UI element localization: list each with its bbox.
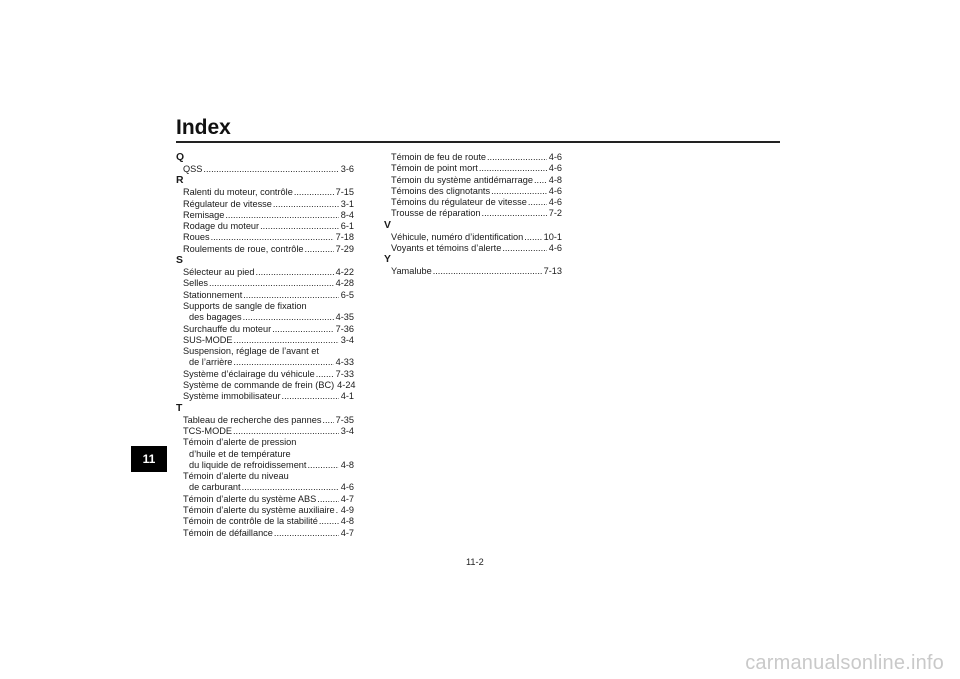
index-entry xyxy=(176,199,354,210)
index-entry xyxy=(176,369,354,380)
dot-leader xyxy=(322,415,333,426)
index-entry-page: 6-5 xyxy=(340,289,354,300)
index-entry-page: 4-6 xyxy=(548,163,562,174)
index-entry-label: du liquide de refroidissement xyxy=(189,459,307,470)
index-entry xyxy=(176,415,354,426)
index-entry-page: 7-36 xyxy=(335,323,354,334)
index-entry xyxy=(176,357,354,368)
index-entry-label: Témoin d’alerte du système auxiliaire xyxy=(183,505,335,516)
index-entry-label: de l’arrière xyxy=(189,357,233,368)
index-letter-heading: R xyxy=(176,175,184,187)
index-entry-page: 7-2 xyxy=(548,208,562,219)
index-entry-page: 8-4 xyxy=(340,209,354,220)
index-entry-page: 7-33 xyxy=(335,368,354,379)
dot-leader xyxy=(273,199,339,210)
index-entry-label: Témoin de feu de route xyxy=(391,152,486,162)
index-entry-page: 3-4 xyxy=(340,334,354,345)
index-entry-label: SUS-MODE xyxy=(183,334,233,345)
index-entry-label: Rodage du moteur xyxy=(183,221,260,232)
index-entry-page: 4-22 xyxy=(335,267,354,278)
index-entry xyxy=(176,460,354,471)
index-entry-page: 4-7 xyxy=(340,527,354,538)
dot-leader xyxy=(234,335,339,346)
dot-leader xyxy=(211,232,334,243)
index-entry-label: Remisage xyxy=(183,209,225,220)
dot-leader xyxy=(317,494,338,505)
index-entry-label: Témoin d’alerte de pression xyxy=(183,437,297,448)
dot-leader xyxy=(479,163,547,174)
index-entry-page: 3-4 xyxy=(340,425,354,436)
index-entry xyxy=(176,312,354,323)
index-entry-page: 4-35 xyxy=(335,312,354,323)
index-entry-page: 7-35 xyxy=(335,414,354,425)
index-entry-page: 4-6 xyxy=(340,482,354,493)
index-entry xyxy=(176,516,354,527)
index-entry-label: Témoins des clignotants xyxy=(391,185,491,196)
index-entry-page: 6-1 xyxy=(340,221,354,232)
dot-leader xyxy=(294,187,334,198)
index-entry-label: Trousse de réparation xyxy=(391,208,481,219)
dot-leader xyxy=(307,460,338,471)
index-column-left xyxy=(176,152,354,539)
index-entry-label: Témoin de point mort xyxy=(391,163,478,174)
index-entry-label: TCS-MODE xyxy=(183,425,232,436)
index-entry-page: 4-8 xyxy=(548,174,562,185)
dot-leader xyxy=(491,186,547,197)
dot-leader xyxy=(524,232,541,243)
index-entry xyxy=(384,152,562,163)
dot-leader xyxy=(243,312,334,323)
index-entry xyxy=(176,324,354,335)
index-entry-label: de carburant xyxy=(189,482,241,493)
index-entry-page: 4-7 xyxy=(340,493,354,504)
dot-leader xyxy=(502,243,546,254)
index-entry-label: Selles xyxy=(183,278,209,289)
index-entry-page: 4-8 xyxy=(340,459,354,470)
dot-leader xyxy=(256,267,334,278)
index-entry xyxy=(384,186,562,197)
index-entry xyxy=(176,244,354,255)
dot-leader xyxy=(260,221,339,232)
index-entry-label: QSS xyxy=(183,164,203,174)
index-entry xyxy=(176,290,354,301)
index-entry-label: Système d’éclairage du véhicule xyxy=(183,368,315,379)
index-entry-label: Témoin d’alerte du système ABS xyxy=(183,493,317,504)
index-entry-label: Véhicule, numéro d’identification xyxy=(391,231,524,242)
index-entry-label: Yamalube xyxy=(391,266,432,277)
index-entry-page: 4-8 xyxy=(340,516,354,527)
index-entry xyxy=(384,266,562,277)
index-entry xyxy=(176,335,354,346)
index-entry-page: 4-24 xyxy=(337,380,356,391)
index-entry xyxy=(384,175,562,186)
dot-leader xyxy=(316,369,334,380)
index-entry-page: 4-6 xyxy=(548,197,562,208)
chapter-tab: 11 xyxy=(131,446,167,472)
index-entry-label: Témoin d’alerte du niveau xyxy=(183,471,289,482)
index-entry xyxy=(384,208,562,219)
dot-leader xyxy=(225,210,338,221)
dot-leader xyxy=(528,197,547,208)
dot-leader xyxy=(305,244,334,255)
index-entry-label: Régulateur de vitesse xyxy=(183,198,272,209)
title-divider xyxy=(176,141,780,143)
index-entry xyxy=(176,278,354,289)
dot-leader xyxy=(319,516,339,527)
index-entry-page: 3-6 xyxy=(340,164,354,174)
dot-leader xyxy=(209,278,334,289)
index-letter-heading: Q xyxy=(176,152,185,163)
index-entry xyxy=(384,243,562,254)
index-entry xyxy=(384,232,562,243)
dot-leader xyxy=(242,482,339,493)
index-entry-label: Roulements de roue, contrôle xyxy=(183,243,304,254)
dot-leader xyxy=(203,164,338,175)
index-entry-label: Ralenti du moteur, contrôle xyxy=(183,187,293,198)
index-entry-page: 4-28 xyxy=(335,278,354,289)
index-entry-page: 7-15 xyxy=(335,187,354,198)
index-entry-label: Système de commande de frein (BC) xyxy=(183,380,335,391)
index-entry xyxy=(176,528,354,539)
index-entry xyxy=(176,494,354,505)
index-entry-page: 7-29 xyxy=(335,243,354,254)
index-letter-heading: S xyxy=(176,255,183,267)
index-entry-label: Tableau de recherche des pannes xyxy=(183,414,322,425)
index-entry xyxy=(176,380,354,391)
dot-leader xyxy=(534,175,547,186)
index-entry xyxy=(176,221,354,232)
index-entry-label: des bagages xyxy=(189,312,242,323)
index-entry xyxy=(384,163,562,174)
index-entry-label: Surchauffe du moteur xyxy=(183,323,272,334)
index-entry-label: Témoin du système antidémarrage xyxy=(391,174,533,185)
dot-leader xyxy=(233,426,339,437)
index-entry-label: Supports de sangle de fixation xyxy=(183,300,307,311)
index-entry-page: 7-13 xyxy=(543,266,562,277)
index-entry-page: 3-1 xyxy=(340,198,354,209)
index-letter-heading: T xyxy=(176,402,183,414)
index-entry xyxy=(176,164,354,175)
dot-leader xyxy=(243,290,338,301)
index-entry xyxy=(176,210,354,221)
index-entry xyxy=(176,187,354,198)
index-entry-label: Témoins du régulateur de vitesse xyxy=(391,197,527,208)
index-entry-page: 4-6 xyxy=(548,243,562,254)
index-entry xyxy=(176,391,354,402)
index-entry-label: d’huile et de température xyxy=(189,448,291,459)
index-entry-page: 10-1 xyxy=(543,231,562,242)
dot-leader xyxy=(272,324,333,335)
dot-leader xyxy=(487,152,547,163)
index-entry-page: 4-33 xyxy=(335,357,354,368)
index-entry-page: 4-9 xyxy=(340,505,354,516)
index-entry xyxy=(176,267,354,278)
index-entry xyxy=(384,197,562,208)
index-letter-heading: V xyxy=(384,219,391,231)
dot-leader xyxy=(282,391,339,402)
index-entry-label: Témoin de défaillance xyxy=(183,527,273,538)
index-entry-label: Sélecteur au pied xyxy=(183,267,255,278)
dot-leader xyxy=(433,266,542,277)
index-entry-page: 4-1 xyxy=(340,391,354,402)
index-entry-label: Stationnement xyxy=(183,289,243,300)
page-number: 11-2 xyxy=(466,557,484,567)
dot-leader xyxy=(274,528,339,539)
page-title: Index xyxy=(176,116,231,139)
dot-leader xyxy=(336,505,339,516)
dot-leader xyxy=(233,357,333,368)
dot-leader xyxy=(482,208,547,219)
index-entry-page: 4-6 xyxy=(548,185,562,196)
index-entry xyxy=(176,482,354,493)
index-entry-page: 4-6 xyxy=(548,152,562,162)
index-entry xyxy=(176,232,354,243)
watermark: carmanualsonline.info xyxy=(745,652,944,674)
index-entry-label: Système immobilisateur xyxy=(183,391,281,402)
index-entry xyxy=(176,505,354,516)
index-letter-heading: Y xyxy=(384,254,391,266)
index-entry-page: 7-18 xyxy=(335,232,354,243)
index-entry-label: Voyants et témoins d’alerte xyxy=(391,243,502,254)
index-entry-label: Suspension, réglage de l’avant et xyxy=(183,346,319,357)
index-entry-label: Témoin de contrôle de la stabilité xyxy=(183,516,318,527)
index-column-right xyxy=(384,152,562,278)
index-entry-label: Roues xyxy=(183,232,210,243)
index-entry xyxy=(176,426,354,437)
